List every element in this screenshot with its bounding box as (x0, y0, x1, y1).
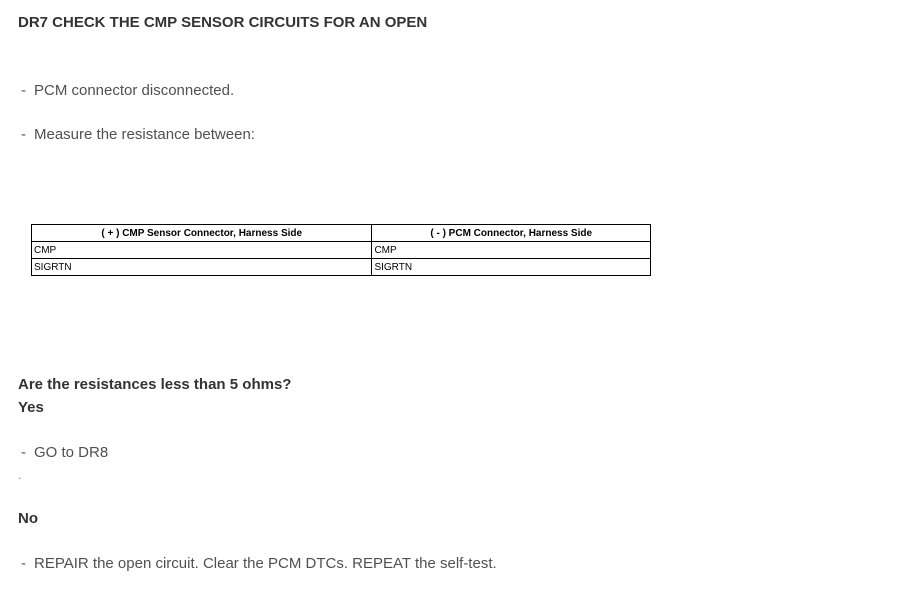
table-row (32, 242, 651, 259)
yes-action-text: GO to DR8 (34, 444, 109, 461)
bullet-dash: - (21, 82, 26, 99)
table-cell: CMP (32, 242, 372, 259)
table-row (32, 259, 651, 276)
column-header-pcm: ( - ) PCM Connector, Harness Side (372, 225, 651, 242)
bullet-dash: - (21, 555, 26, 572)
table-cell: SIGRTN (32, 259, 372, 276)
bullet-dash: - (21, 126, 26, 143)
yes-action (21, 444, 108, 461)
no-action (21, 555, 497, 572)
no-heading: No (18, 510, 38, 527)
step-text: Measure the resistance between: (34, 126, 255, 143)
resistance-table (31, 224, 651, 276)
procedure-title: DR7 CHECK THE CMP SENSOR CIRCUITS FOR AN OPEN (18, 14, 428, 31)
step-measure (21, 126, 255, 143)
table-header-row (32, 225, 651, 242)
trailing-period: . (18, 468, 22, 482)
table-cell: CMP (372, 242, 651, 259)
table-cell: SIGRTN (372, 259, 651, 276)
no-action-text: REPAIR the open circuit. Clear the PCM DTCs. REPEAT the self-test. (34, 555, 497, 572)
column-header-cmp-sensor: ( + ) CMP Sensor Connector, Harness Side (32, 225, 372, 242)
yes-heading: Yes (18, 399, 44, 416)
bullet-dash: - (21, 444, 26, 461)
step-disconnect (21, 82, 234, 99)
step-text: PCM connector disconnected. (34, 82, 235, 99)
question-heading: Are the resistances less than 5 ohms? (18, 376, 292, 393)
